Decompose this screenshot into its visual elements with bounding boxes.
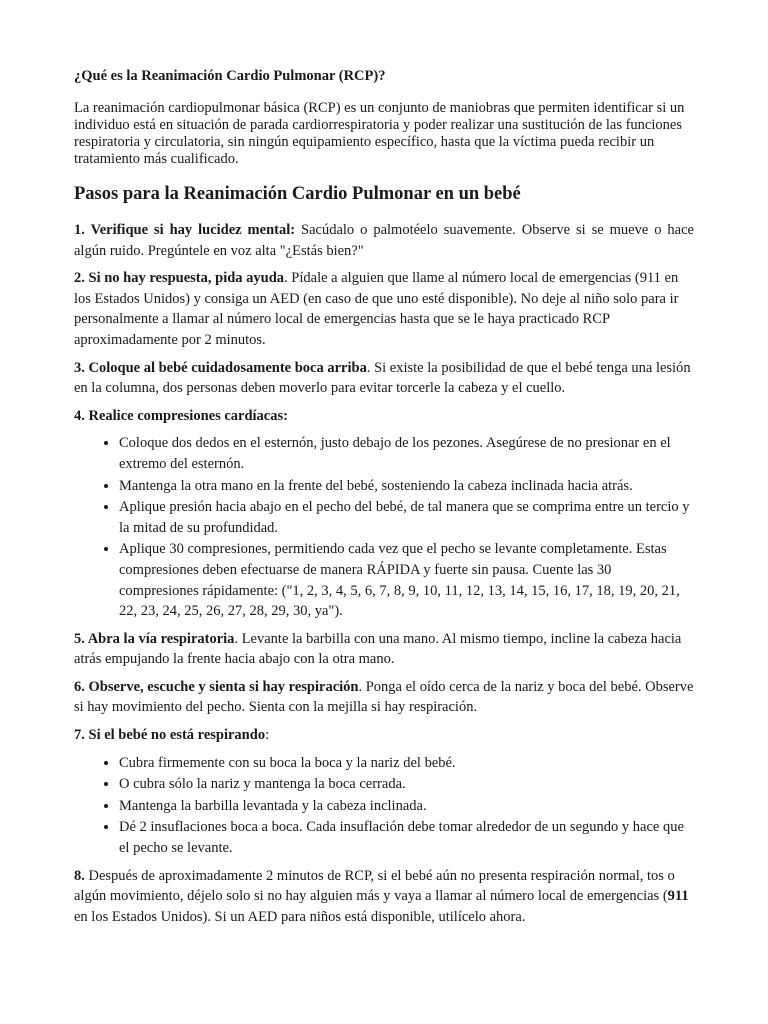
list-item: • Coloque dos dedos en el esternón, justo debajo de los pezones. Asegúrese de no presionar en el extremo del esternón. <box>119 433 694 474</box>
list-item: • Cubra firmemente con su boca la boca y la nariz del bebé. <box>119 753 694 774</box>
step-6 <box>74 677 694 718</box>
step-8-text-a: Después de aproximadamente 2 minutos de RCP, si el bebé aún no presenta respiración normal, tos o algún movimiento, déjelo solo si no hay alguien más y vaya a llamar al número local de emergencias ( <box>74 867 675 905</box>
step-8 <box>74 866 694 928</box>
step-3-heading: 3. Coloque al bebé cuidadosamente boca arriba <box>74 359 367 376</box>
step-2-text: . Pídale a alguien que llame al número local de emergencias (911 en los Estados Unidos) y consiga un AED (en caso de que uno esté disponible). No deje al niño solo para ir personalmente a llamar al número local de emergencias hasta que se le haya practicado RCP aproximadamente por 2 minutos. <box>74 270 679 348</box>
question-title: ¿Qué es la Reanimación Cardio Pulmonar (RCP)? <box>74 68 386 84</box>
step-1-heading: 1. Verifique si hay lucidez mental: <box>74 222 296 238</box>
step-1 <box>74 220 694 261</box>
list-item: • O cubra sólo la nariz y mantenga la boca cerrada. <box>119 774 694 795</box>
step-8-heading: 8. <box>74 867 85 884</box>
list-item: • Mantenga la otra mano en la frente del bebé, sosteniendo la cabeza inclinada hacia atrás. <box>119 476 694 497</box>
step-4 <box>74 406 694 427</box>
step-2-heading: 2. Si no hay respuesta, pida ayuda <box>74 270 285 287</box>
step-2 <box>74 268 694 350</box>
step-7 <box>74 725 694 746</box>
step-4-heading: 4. Realice compresiones cardíacas: <box>74 407 288 424</box>
step-1-text: Sacúdalo o palmotéelo suavemente. Observe si se mueve o hace algún ruido. Pregúntele en voz alta "¿Estás bien?" <box>74 222 694 259</box>
step-5-heading: 5. Abra la vía respiratoria <box>74 630 235 647</box>
step-6-heading: 6. Observe, escuche y sienta si hay respiración <box>74 678 359 695</box>
list-item: • Mantenga la barbilla levantada y la cabeza inclinada. <box>119 796 694 817</box>
step-3 <box>74 358 694 399</box>
step-7-heading: 7. Si el bebé no está respirando <box>74 727 266 744</box>
step-7-bullet-list <box>74 753 694 859</box>
emergency-number: 911 <box>667 888 689 905</box>
list-item: • Dé 2 insuflaciones boca a boca. Cada insuflación debe tomar alrededor de un segundo y hace que el pecho se levante. <box>119 817 694 858</box>
list-item: • Aplique presión hacia abajo en el pecho del bebé, de tal manera que se comprima entre un tercio y la mitad de su profundidad. <box>119 497 694 538</box>
list-item: • Aplique 30 compresiones, permitiendo cada vez que el pecho se levante completamente. Estas compresiones deben efectuarse de manera RÁPIDA y fuerte sin pausa. Cuente las 30 compresiones rápidamente: ("1, 2, 3, 4, 5, 6, 7, 8, 9, 10, 11, 12, 13, 14, 15, 16, 17, 18, 19, 20, 21, 22, 23, 24, 25, 26, 27, 28, 29, 30, ya"). <box>119 539 694 621</box>
step-5 <box>74 629 694 670</box>
step-3-text: . Si existe la posibilidad de que el bebé tenga una lesión en la columna, dos personas deben moverlo para evitar torcerle la cabeza y el cuello. <box>74 359 691 397</box>
step-4-bullet-list <box>74 433 694 621</box>
step-7-text: : <box>265 727 270 744</box>
step-8-text-b: en los Estados Unidos). Si un AED para niños está disponible, utilícelo ahora. <box>74 908 526 925</box>
section-title: Pasos para la Reanimación Cardio Pulmonar en un bebé <box>74 184 521 204</box>
step-5-text: . Levante la barbilla con una mano. Al mismo tiempo, incline la cabeza hacia atrás empujando la frente hacia abajo con la otra mano. <box>74 630 682 668</box>
intro-paragraph: La reanimación cardiopulmonar básica (RCP) es un conjunto de maniobras que permiten identificar si un individuo está en situación de parada cardiorrespiratoria y poder realizar una sustitución de las funciones respiratoria y circulatoria, sin ningún equipamiento específico, hasta que la víctima pueda recibir un tratamiento más cualificado. <box>74 100 685 167</box>
step-6-text: . Ponga el oído cerca de la nariz y boca del bebé. Observe si hay movimiento del pecho. Sienta con la mejilla si hay respiración. <box>74 678 694 716</box>
